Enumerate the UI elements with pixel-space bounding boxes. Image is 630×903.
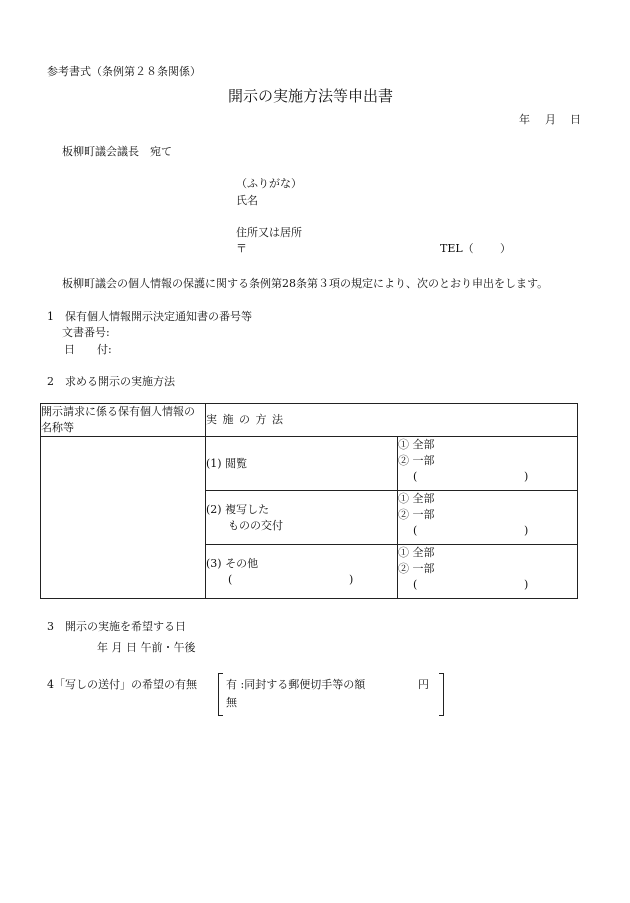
- table-header-row: [41, 404, 578, 437]
- tel-label: TEL（: [440, 242, 474, 255]
- info-name-cell: [41, 437, 206, 599]
- addressee: 板柳町議会議長 宛て: [62, 145, 172, 158]
- method-label: (1) 閲覧: [206, 456, 248, 470]
- option-partial: ② 一部: [398, 454, 435, 467]
- table-row: [41, 437, 578, 491]
- option-all: ① 全部: [398, 438, 435, 451]
- option-partial: ② 一部: [398, 562, 435, 575]
- options-cell: [398, 491, 578, 545]
- desired-date-line: 年 月 日 午前・午後: [97, 641, 196, 654]
- document-number-label: 文書番号:: [62, 326, 110, 339]
- option-all: ① 全部: [398, 546, 435, 559]
- date-day-label: 日: [570, 113, 581, 126]
- postal-mark: 〒: [236, 242, 247, 255]
- close-paren: ): [524, 524, 529, 537]
- close-paren: ): [524, 470, 529, 483]
- yen-unit: 円: [418, 678, 429, 691]
- delivery-choice-bracket: [218, 673, 444, 716]
- section3-heading: 3 開示の実施を希望する日: [47, 620, 186, 633]
- methods-table: [40, 403, 578, 599]
- right-bracket: [439, 673, 444, 716]
- option-no: 無: [226, 696, 237, 709]
- section1-heading: 1 保有個人情報開示決定通知書の番号等: [47, 310, 252, 323]
- open-paren: (: [413, 524, 418, 537]
- open-paren: (: [413, 578, 418, 591]
- date-month-label: 月: [545, 113, 556, 126]
- option-all: ① 全部: [398, 492, 435, 505]
- method-cell-viewing: [206, 437, 398, 491]
- method-cell-other: [206, 545, 398, 599]
- section4-heading: 4「写しの送付」の希望の有無: [47, 678, 197, 691]
- info-name-header: 開示請求に係る保有個人情報の名称等: [41, 404, 206, 437]
- options-cell: [398, 437, 578, 491]
- left-bracket: [218, 673, 223, 716]
- method-label: (2) 複写した: [206, 502, 270, 516]
- partial-detail: [398, 577, 577, 593]
- method-label-cont: ものの交付: [228, 518, 283, 532]
- partial-detail: [398, 523, 577, 539]
- furigana-label: （ふりがな）: [236, 177, 302, 190]
- tel-close-paren: ）: [500, 242, 511, 255]
- method-cell-copy-delivery: [206, 491, 398, 545]
- close-paren: ): [349, 572, 354, 586]
- close-paren: ): [524, 578, 529, 591]
- date-year-label: 年: [519, 113, 530, 126]
- other-detail: [206, 572, 397, 588]
- reference-note: 参考書式（条例第２８条関係）: [47, 65, 201, 78]
- notice-date-label: 日 付:: [64, 343, 112, 356]
- section2-heading: 2 求める開示の実施方法: [47, 375, 175, 388]
- method-label: (3) その他: [206, 556, 259, 570]
- address-label: 住所又は居所: [236, 226, 302, 239]
- open-paren: (: [413, 470, 418, 483]
- option-partial: ② 一部: [398, 508, 435, 521]
- partial-detail: [398, 469, 577, 485]
- option-yes: 有 :同封する郵便切手等の額: [226, 678, 366, 691]
- form-title: 開示の実施方法等申出書: [228, 87, 394, 105]
- options-cell: [398, 545, 578, 599]
- method-header: 実 施 の 方 法: [206, 404, 578, 437]
- name-label: 氏名: [236, 194, 258, 207]
- intro-text: 板柳町議会の個人情報の保護に関する条例第28条第３項の規定により、次のとおり申出をします。: [62, 277, 549, 290]
- open-paren: (: [228, 572, 233, 586]
